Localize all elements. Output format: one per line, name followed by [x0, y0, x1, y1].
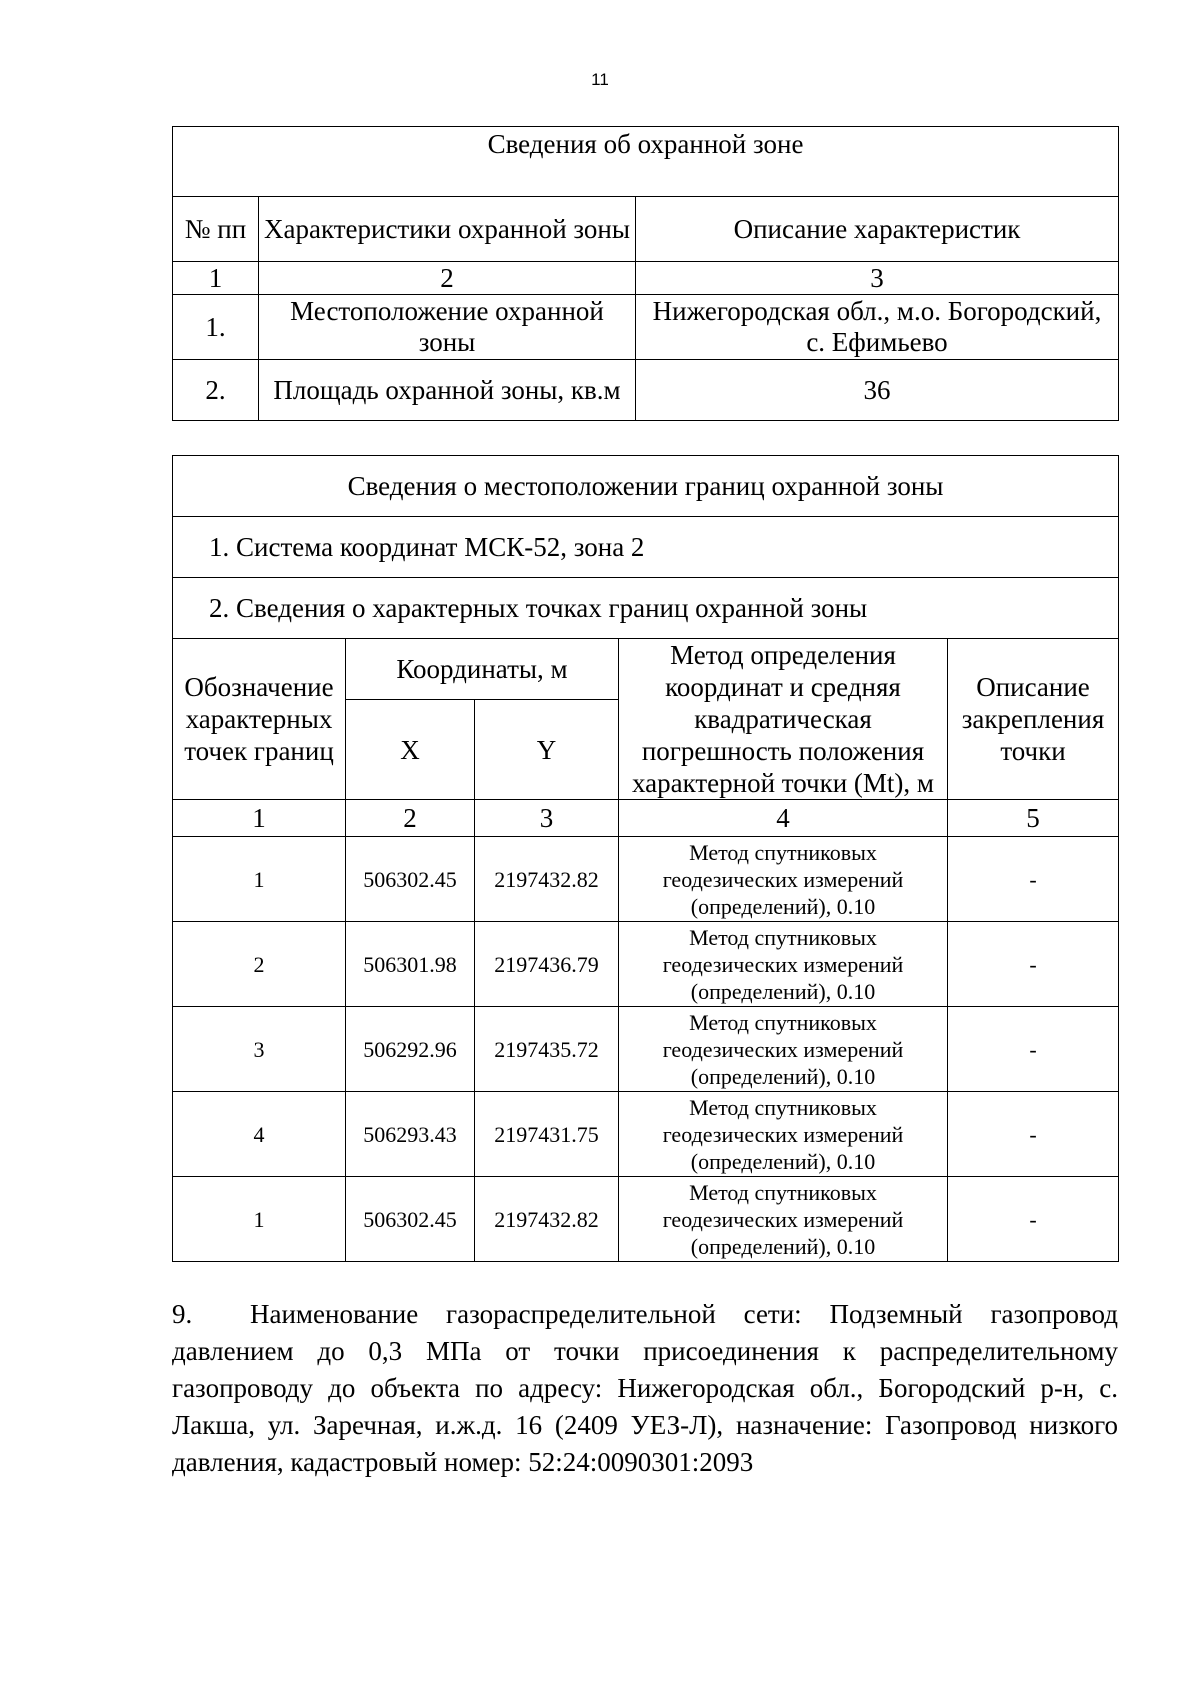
point-y: 2197435.72	[475, 1007, 619, 1092]
table-row	[173, 1177, 1119, 1262]
header-coordinates: Координаты, м	[346, 639, 619, 700]
column-number: 5	[948, 800, 1119, 837]
column-number: 2	[259, 262, 636, 295]
row-characteristic: Площадь охранной зоны, кв.м	[259, 360, 636, 421]
table-row	[173, 922, 1119, 1007]
point-method: Метод спутниковых геодезических измерений (определений), 0.10	[619, 1092, 948, 1177]
point-id: 2	[173, 922, 346, 1007]
point-method: Метод спутниковых геодезических измерений (определений), 0.10	[619, 1177, 948, 1262]
column-number: 1	[173, 800, 346, 837]
point-x: 506293.43	[346, 1092, 475, 1177]
point-x: 506292.96	[346, 1007, 475, 1092]
column-number: 2	[346, 800, 475, 837]
header-y: Y	[475, 700, 619, 800]
point-y: 2197432.82	[475, 837, 619, 922]
table-row	[173, 360, 1119, 421]
header-fixing: Описание закрепления точки	[948, 639, 1119, 800]
table-row	[173, 1092, 1119, 1177]
point-x: 506302.45	[346, 1177, 475, 1262]
row-description: Нижегородская обл., м.о. Богородский, с. Ефимьево	[636, 295, 1119, 360]
point-y: 2197432.82	[475, 1177, 619, 1262]
header-characteristic: Характеристики охранной зоны	[259, 197, 636, 262]
point-fixing: -	[948, 1092, 1119, 1177]
point-method: Метод спутниковых геодезических измерений (определений), 0.10	[619, 837, 948, 922]
row-num: 1.	[173, 295, 259, 360]
table-row	[173, 295, 1119, 360]
zone-info-title: Сведения об охранной зоне	[173, 127, 1119, 197]
row-description: 36	[636, 360, 1119, 421]
point-fixing: -	[948, 837, 1119, 922]
table-row	[173, 837, 1119, 922]
coord-system: 1. Система координат МСК-52, зона 2	[173, 517, 1119, 578]
page-number: 11	[591, 70, 609, 89]
point-id: 4	[173, 1092, 346, 1177]
header-x: X	[346, 700, 475, 800]
boundary-table	[172, 455, 1119, 1262]
column-number: 4	[619, 800, 948, 837]
point-method: Метод спутниковых геодезических измерений (определений), 0.10	[619, 1007, 948, 1092]
row-characteristic: Местоположение охранной зоны	[259, 295, 636, 360]
table-row	[173, 1007, 1119, 1092]
boundary-title: Сведения о местоположении границ охранной зоны	[173, 456, 1119, 517]
column-number: 1	[173, 262, 259, 295]
row-num: 2.	[173, 360, 259, 421]
point-fixing: -	[948, 1177, 1119, 1262]
header-num: № пп	[173, 197, 259, 262]
point-x: 506302.45	[346, 837, 475, 922]
paragraph-number: 9.	[172, 1299, 193, 1329]
zone-info-table	[172, 126, 1119, 421]
header-description: Описание характеристик	[636, 197, 1119, 262]
point-method: Метод спутниковых геодезических измерений (определений), 0.10	[619, 922, 948, 1007]
point-id: 3	[173, 1007, 346, 1092]
point-y: 2197436.79	[475, 922, 619, 1007]
paragraph-text: Наименование газораспределительной сети: Подземный газопровод давлением до 0,3 МПа от точки присоединения к распределительному газопроводу до объекта по адресу: Нижегородская обл., Богородский р-н, с. Лакша, ул. Заречная, и.ж.д. 16 (2409 УЕЗ-Л), назначение: Газопровод низкого давления, кадастровый номер: 52:24:0090301:2093	[172, 1299, 1118, 1477]
column-number: 3	[475, 800, 619, 837]
section-9-paragraph	[172, 1296, 1118, 1481]
column-number: 3	[636, 262, 1119, 295]
header-designation: Обозначение характерных точек границ	[173, 639, 346, 800]
point-fixing: -	[948, 922, 1119, 1007]
point-y: 2197431.75	[475, 1092, 619, 1177]
point-x: 506301.98	[346, 922, 475, 1007]
point-fixing: -	[948, 1007, 1119, 1092]
points-title: 2. Сведения о характерных точках границ охранной зоны	[173, 578, 1119, 639]
header-method: Метод определения координат и средняя квадратическая погрешность положения характерной точки (Mt), м	[619, 639, 948, 800]
point-id: 1	[173, 1177, 346, 1262]
point-id: 1	[173, 837, 346, 922]
